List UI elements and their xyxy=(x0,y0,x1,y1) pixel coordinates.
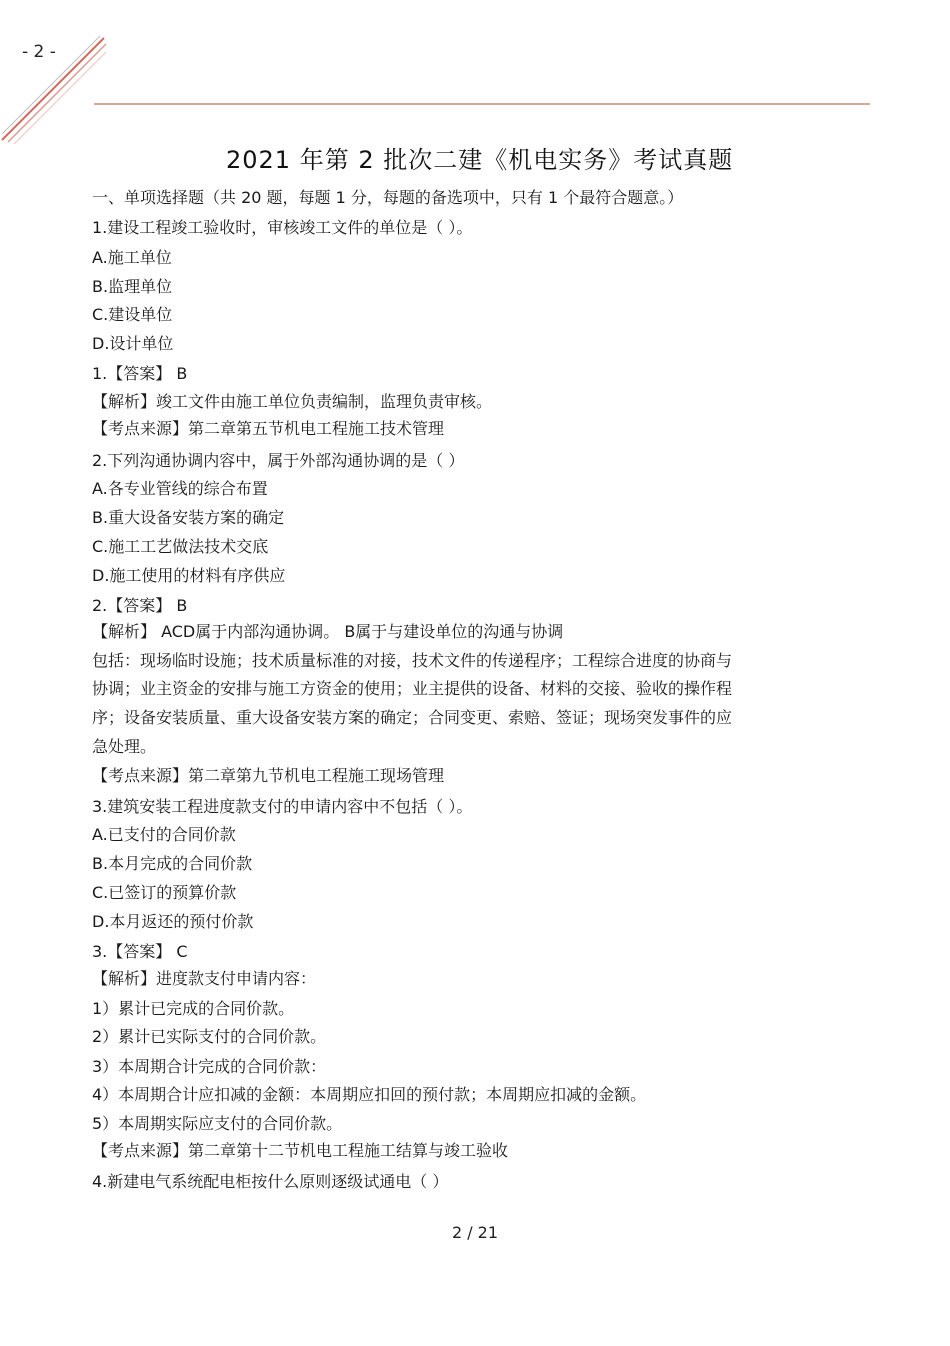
corner-stripe xyxy=(2,38,104,140)
header-rule xyxy=(94,103,870,105)
text-line: 包括：现场临时设施；技术质量标准的对接，技术文件的传递程序；工程综合进度的协商与 xyxy=(92,651,733,670)
corner-decoration xyxy=(0,30,120,150)
corner-stripe xyxy=(8,44,106,142)
text-line: C.施工工艺做法技术交底 xyxy=(92,537,269,556)
corner-stripe xyxy=(14,52,106,144)
text-line: D.施工使用的材料有序供应 xyxy=(92,566,286,585)
corner-stripe xyxy=(2,36,100,134)
text-line: 协调；业主资金的安排与施工方资金的使用；业主提供的设备、材料的交接、验收的操作程 xyxy=(92,679,733,698)
text-line: 【解析】进度款支付申请内容： xyxy=(92,969,317,988)
text-line: 4）本周期合计应扣减的金额：本周期应扣回的预付款；本周期应扣减的金额。 xyxy=(92,1085,647,1104)
text-line: C.建设单位 xyxy=(92,305,173,324)
text-line: 2.下列沟通协调内容中，属于外部沟通协调的是（ ） xyxy=(92,451,465,470)
text-line: 2.【答案】 B xyxy=(92,596,188,615)
text-line: 1.建设工程竣工验收时，审核竣工文件的单位是（ ）。 xyxy=(92,218,473,237)
text-line: 【解析】竣工文件由施工单位负责编制，监理负责审核。 xyxy=(92,392,493,411)
text-line: C.已签订的预算价款 xyxy=(92,883,237,902)
page-title: 2021 年第 2 批次二建《机电实务》考试真题 xyxy=(226,146,734,174)
text-line: 3.【答案】 C xyxy=(92,942,188,961)
text-line: 序；设备安装质量、重大设备安装方案的确定；合同变更、索赔、签证；现场突发事件的应 xyxy=(92,708,733,727)
text-line: 急处理。 xyxy=(92,737,157,756)
text-line: D.本月返还的预付价款 xyxy=(92,912,254,931)
text-line: 2）累计已实际支付的合同价款。 xyxy=(92,1027,327,1046)
text-line: 【解析】 ACD属于内部沟通协调。 B属于与建设单位的沟通与协调 xyxy=(92,622,564,641)
text-line: A.已支付的合同价款 xyxy=(92,825,236,844)
text-line: 3）本周期合计完成的合同价款： xyxy=(92,1057,327,1076)
text-line: 【考点来源】第二章第九节机电工程施工现场管理 xyxy=(92,766,445,785)
text-line: B.监理单位 xyxy=(92,277,173,296)
text-line: 3.建筑安装工程进度款支付的申请内容中不包括（ ）。 xyxy=(92,797,473,816)
text-line: B.本月完成的合同价款 xyxy=(92,854,253,873)
page-number: 2 / 21 xyxy=(451,1223,499,1242)
text-line: 一、单项选择题（共 20 题，每题 1 分，每题的备选项中，只有 1 个最符合题意。） xyxy=(92,188,684,207)
text-line: 5）本周期实际应支付的合同价款。 xyxy=(92,1114,343,1133)
text-line: 1.【答案】 B xyxy=(92,364,188,383)
text-line: D.设计单位 xyxy=(92,334,174,353)
text-line: 【考点来源】第二章第五节机电工程施工技术管理 xyxy=(92,419,445,438)
text-line: A.施工单位 xyxy=(92,248,172,267)
page-label: - 2 - xyxy=(22,42,56,62)
text-line: 【考点来源】第二章第十二节机电工程施工结算与竣工验收 xyxy=(92,1141,509,1160)
text-line: 1）累计已完成的合同价款。 xyxy=(92,999,295,1018)
text-line: 4.新建电气系统配电柜按什么原则逐级试通电（ ） xyxy=(92,1172,449,1191)
text-line: B.重大设备安装方案的确定 xyxy=(92,508,285,527)
text-line: A.各专业管线的综合布置 xyxy=(92,479,268,498)
